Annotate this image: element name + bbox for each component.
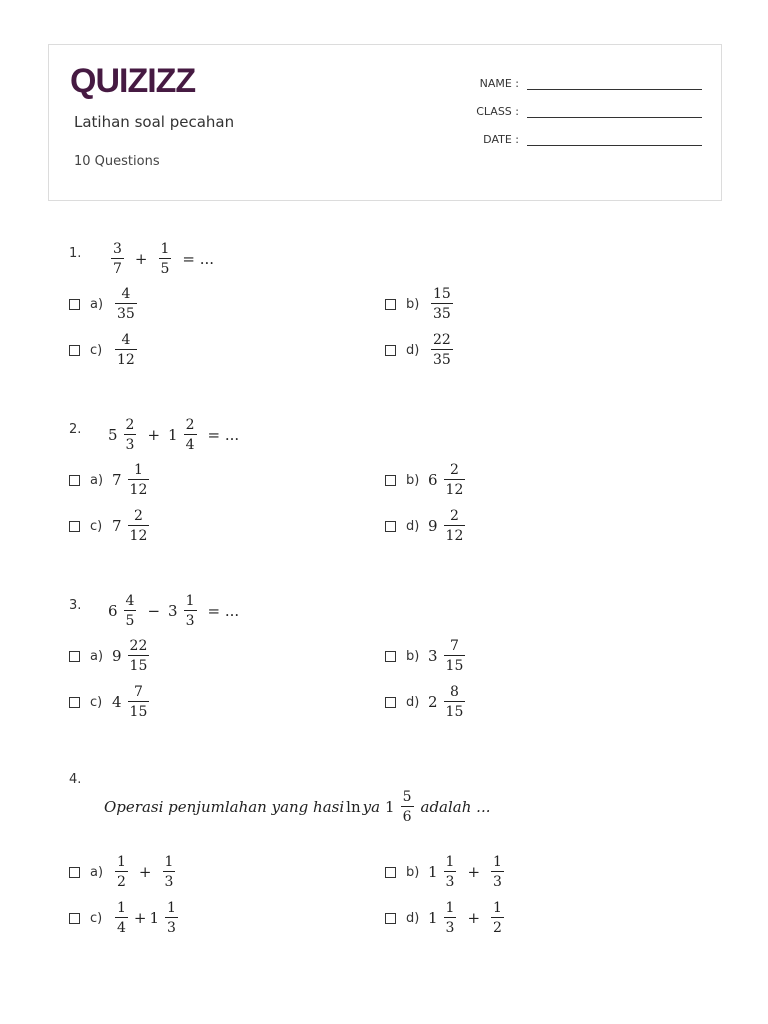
option-b[interactable]: b) $\frac{15}{35}$ [385, 287, 456, 321]
option-b[interactable]: b) 1 $\frac{1}{3}$ + $\frac{1}{3}$ [385, 855, 507, 889]
name-label: NAME : [479, 77, 519, 90]
option-b[interactable]: b) 6 $\frac{2}{12}$ [385, 463, 468, 497]
question-count: 10 Questions [74, 154, 160, 169]
option-c[interactable]: c) $\frac{4}{12}$ [69, 333, 140, 367]
checkbox[interactable] [385, 521, 396, 532]
fraction: $\frac{1}{5}$ [160, 241, 170, 277]
option-c[interactable]: c) 4 $\frac{7}{15}$ [69, 685, 152, 719]
option-d[interactable]: d) 2 $\frac{8}{15}$ [385, 685, 468, 719]
name-line[interactable] [527, 75, 702, 90]
option-c[interactable]: c) 7 $\frac{2}{12}$ [69, 509, 152, 543]
class-line[interactable] [527, 103, 702, 118]
option-a[interactable]: a) $\frac{4}{35}$ [69, 287, 140, 321]
worksheet-title: Latihan soal pecahan [74, 113, 235, 131]
checkbox[interactable] [69, 521, 80, 532]
checkbox[interactable] [69, 697, 80, 708]
option-a[interactable]: a) 9 $\frac{22}{15}$ [69, 639, 152, 673]
checkbox[interactable] [385, 345, 396, 356]
checkbox[interactable] [385, 697, 396, 708]
checkbox[interactable] [69, 867, 80, 878]
date-field[interactable] [459, 131, 702, 146]
worksheet-header [48, 44, 722, 201]
option-c[interactable]: c) $\frac{1}{4}$ + 1 $\frac{1}{3}$ [69, 901, 181, 935]
checkbox[interactable] [385, 475, 396, 486]
option-b[interactable]: b) 3 $\frac{7}{15}$ [385, 639, 468, 673]
question-stem: 6 $\frac{4}{5}$ − 3 $\frac{1}{3}$ = ... [108, 593, 240, 629]
option-d[interactable]: d) $\frac{22}{35}$ [385, 333, 456, 367]
question-number: 1. [69, 246, 82, 261]
checkbox[interactable] [385, 867, 396, 878]
question-number: 2. [69, 422, 82, 437]
question-number: 3. [69, 598, 82, 613]
option-a[interactable]: a) $\frac{1}{2}$ + $\frac{1}{3}$ [69, 855, 178, 889]
option-a[interactable]: a) 7 $\frac{1}{12}$ [69, 463, 152, 497]
checkbox[interactable] [385, 913, 396, 924]
checkbox[interactable] [69, 299, 80, 310]
checkbox[interactable] [69, 475, 80, 486]
checkbox[interactable] [385, 299, 396, 310]
fraction: $\frac{3}{7}$ [113, 241, 122, 277]
quizizz-logo [70, 62, 210, 100]
question-stem: $\frac{3}{7}$ + $\frac{1}{5}$ = ... [113, 241, 215, 277]
class-label: CLASS : [476, 105, 519, 118]
name-field[interactable] [459, 75, 702, 90]
checkbox[interactable] [385, 651, 396, 662]
question-number: 4. [69, 772, 82, 787]
class-field[interactable] [459, 103, 702, 118]
question-stem: 5 $\frac{2}{3}$ + 1 $\frac{2}{4}$ = ... [108, 417, 240, 453]
svg-text:QUIZIZZ: QUIZIZZ [70, 62, 196, 100]
checkbox[interactable] [69, 913, 80, 924]
question-stem: Operasi penjumlahan yang hasi ln ya 1 $\frac{5}{6}$ adalah ... [104, 789, 491, 825]
checkbox[interactable] [69, 345, 80, 356]
option-d[interactable]: d) 9 $\frac{2}{12}$ [385, 509, 468, 543]
checkbox[interactable] [69, 651, 80, 662]
date-label: DATE : [483, 133, 519, 146]
option-d[interactable]: d) 1 $\frac{1}{3}$ + $\frac{1}{2}$ [385, 901, 507, 935]
date-line[interactable] [527, 131, 702, 146]
